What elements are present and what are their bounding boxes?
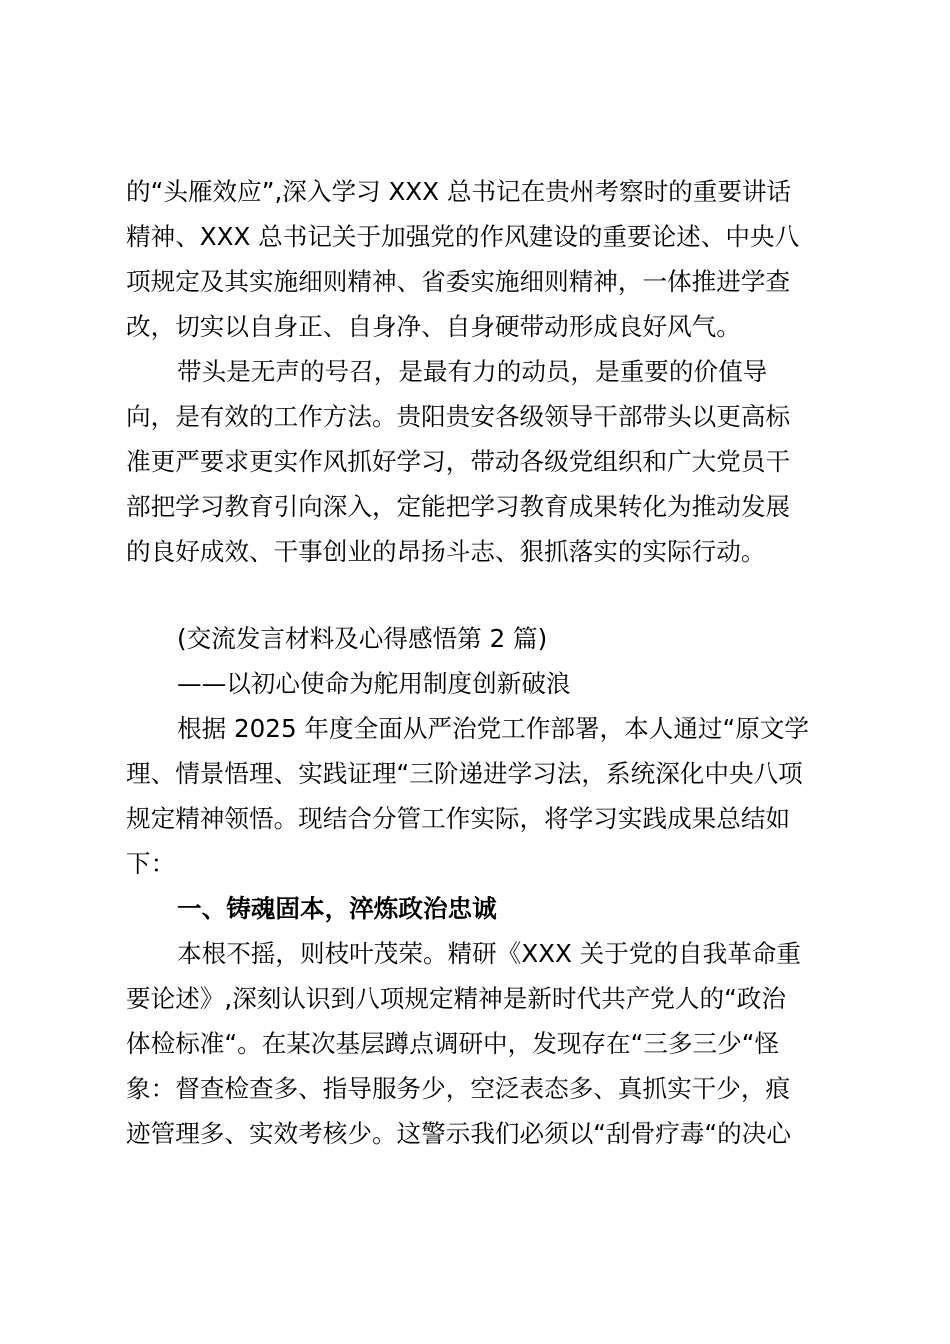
paragraph-line: 项规定及其实施细则精神、省委实施细则精神，一体推进学查 <box>126 267 791 296</box>
paragraph-line: 改，切实以自身正、自身净、自身硬带动形成良好风气。 <box>126 312 741 341</box>
paragraph-line: 象：督查检查多、指导服务少，空泛表态多、真抓实干少，痕 <box>126 1074 791 1103</box>
paragraph-line: 本根不摇，则枝叶茂荣。精研《XXX 关于党的自我革命重 <box>177 939 802 968</box>
paragraph-line: 向，是有效的工作方法。贵阳贵安各级领导干部带头以更高标 <box>126 402 791 431</box>
paragraph-line: 的良好成效、干事创业的昂扬斗志、狠抓落实的实际行动。 <box>126 537 766 566</box>
article-subtitle: ——以初心使命为舵用制度创新破浪 <box>177 669 571 698</box>
paragraph-line: 规定精神领悟。现结合分管工作实际，将学习实践成果总结如 <box>126 804 791 833</box>
paragraph-line: 要论述》,深刻认识到八项规定精神是新时代共产党人的“政治 <box>126 984 786 1013</box>
paragraph-line: 带头是无声的号召，是最有力的动员，是重要的价值导 <box>177 357 768 386</box>
paragraph-line: 理、情景悟理、实践证理“三阶递进学习法，系统深化中央八项 <box>126 759 803 788</box>
section-heading: 一、铸魂固本，淬炼政治忠诚 <box>177 894 497 923</box>
paragraph-line: 的“头雁效应”,深入学习 XXX 总书记在贵州考察时的重要讲话 <box>126 177 792 206</box>
paragraph-line: 根据 2025 年度全面从严治党工作部署，本人通过“原文学 <box>177 714 810 743</box>
paragraph-line: 准更严要求更实作风抓好学习，带动各级党组织和广大党员干 <box>126 447 791 476</box>
paragraph-line: 体检标准“。在某次基层蹲点调研中，发现存在“三多三少“怪 <box>126 1029 780 1058</box>
paragraph-line: 迹管理多、实效考核少。这警示我们必须以“刮骨疗毒“的决心 <box>126 1119 791 1148</box>
paragraph-line: 精神、XXX 总书记关于加强党的作风建设的重要论述、中央八 <box>126 222 800 251</box>
paragraph-line: 下： <box>126 849 176 878</box>
paragraph-line: 部把学习教育引向深入，定能把学习教育成果转化为推动发展 <box>126 492 791 521</box>
article-heading: (交流发言材料及心得感悟第 2 篇) <box>177 624 548 653</box>
